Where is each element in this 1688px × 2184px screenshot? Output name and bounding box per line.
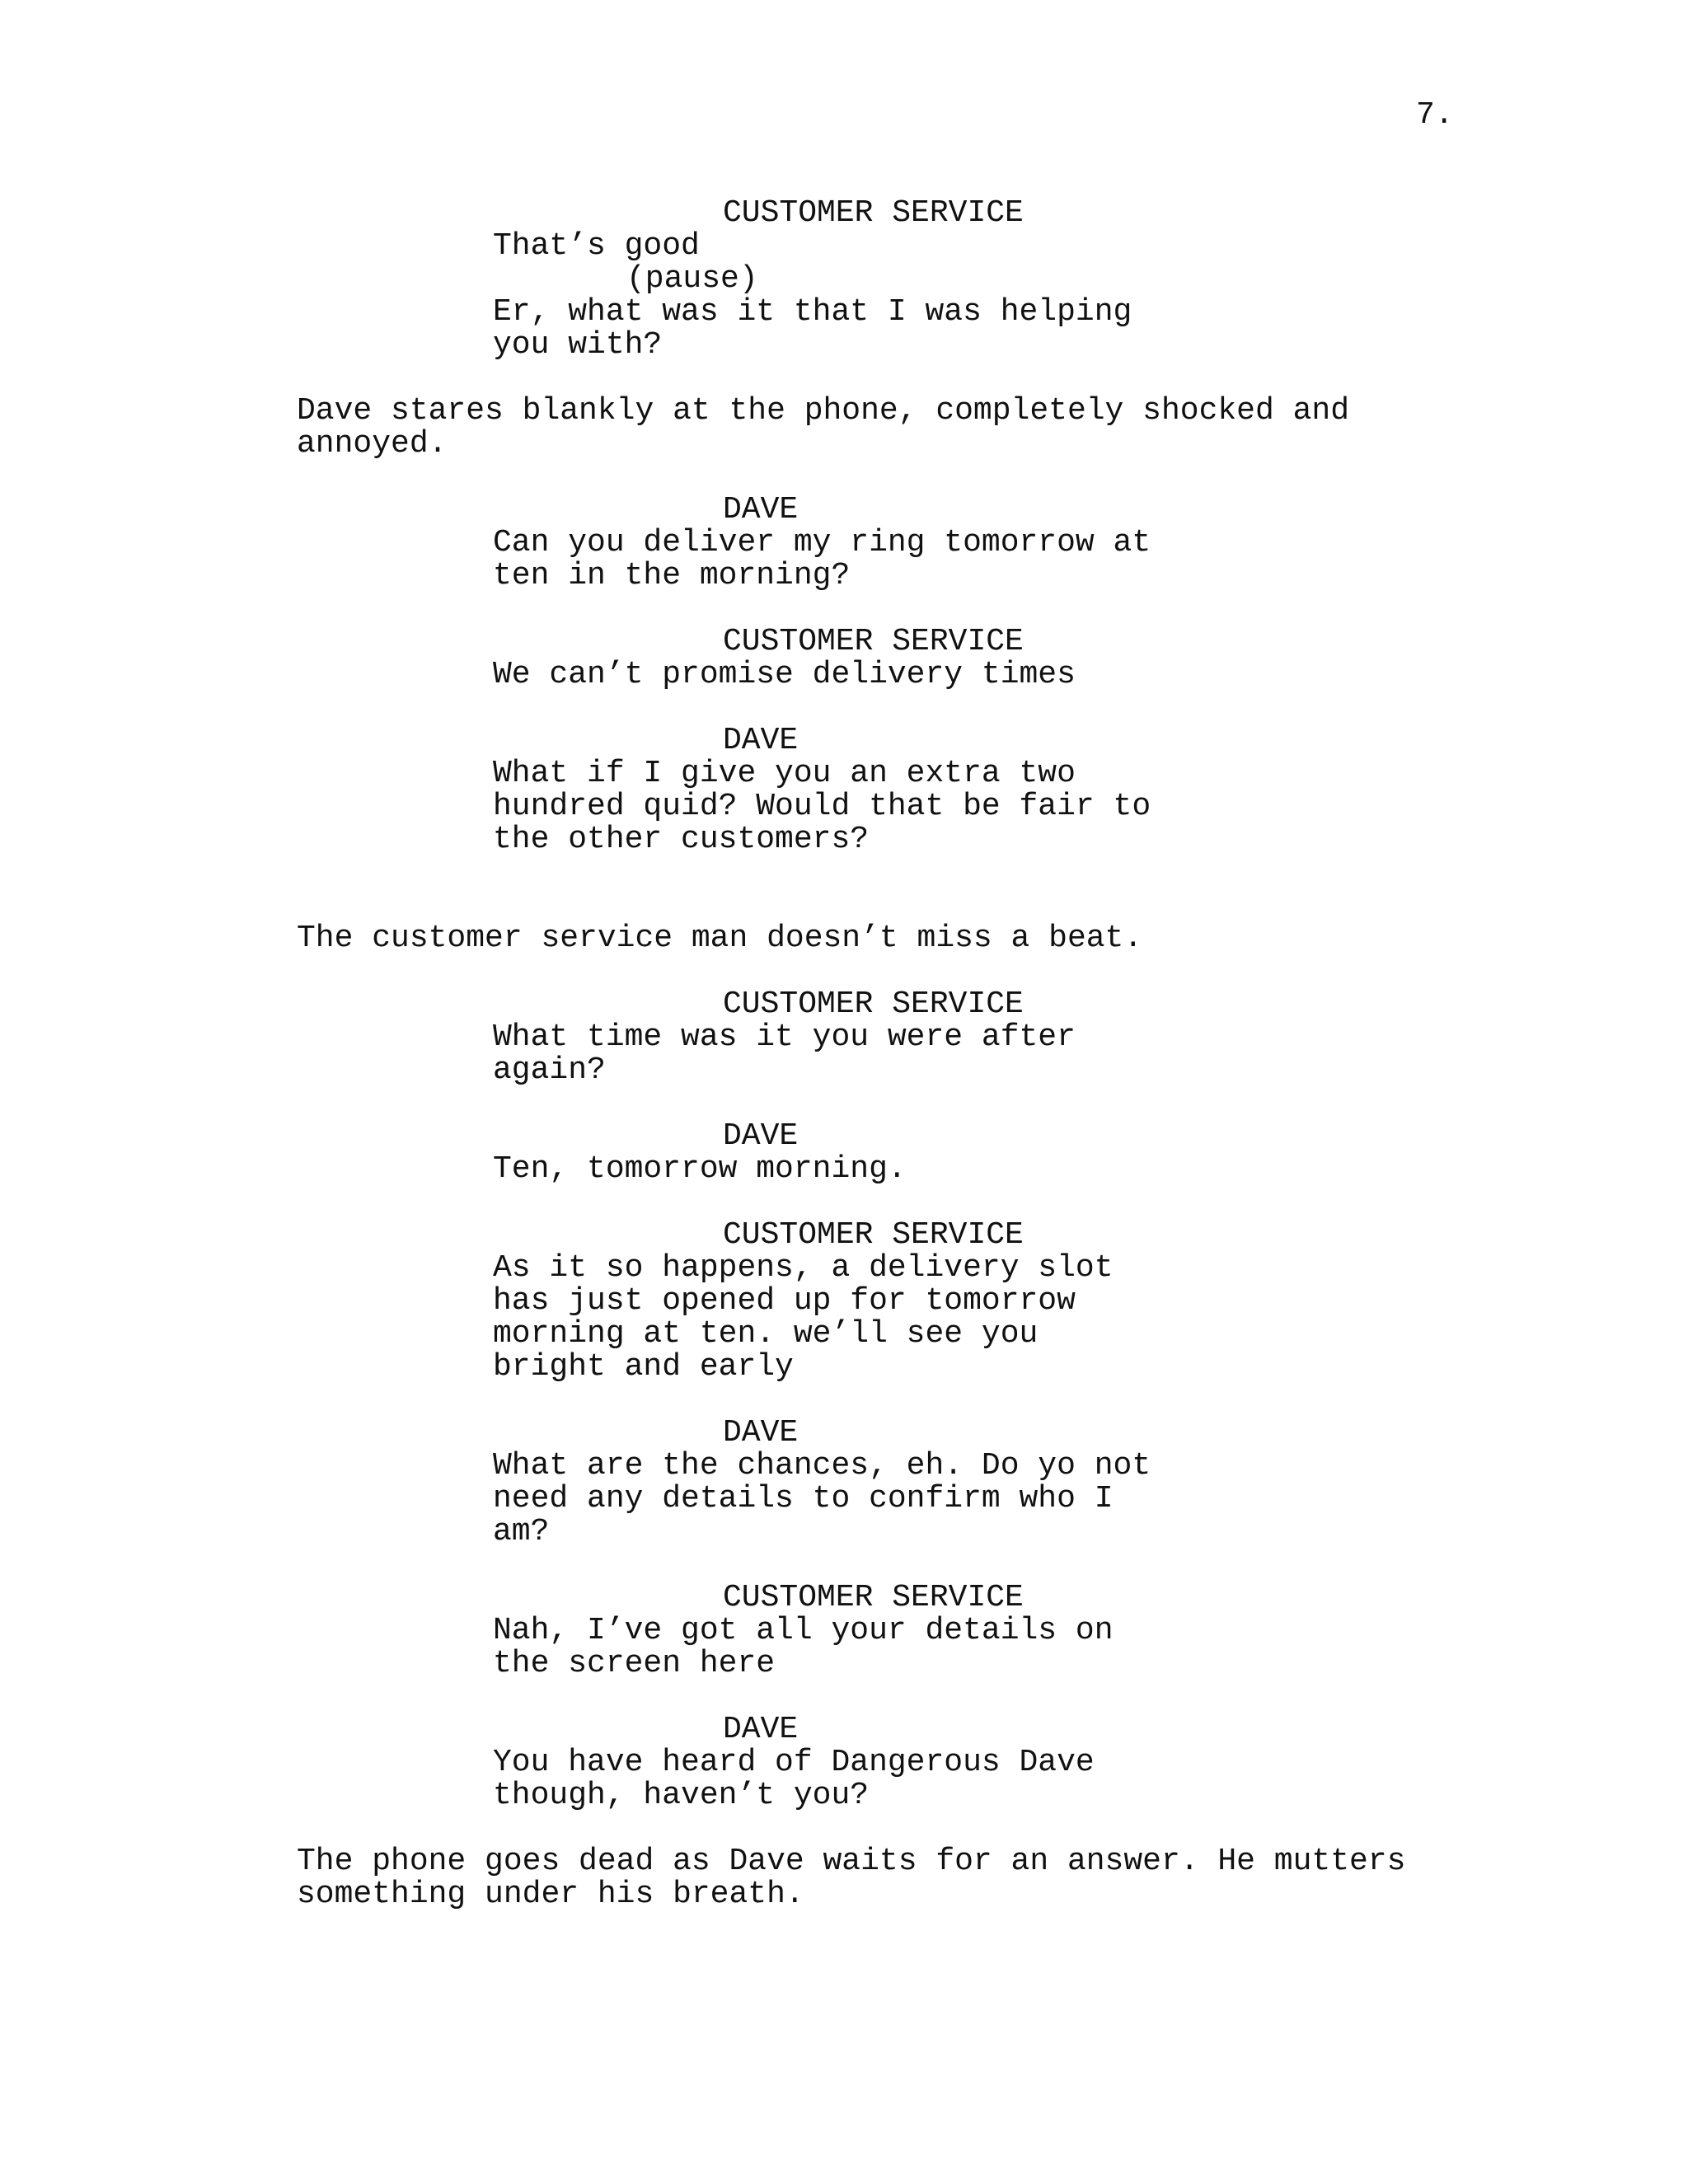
character-name: CUSTOMER SERVICE bbox=[723, 987, 1024, 1022]
dialogue-line: What time was it you were after again? bbox=[493, 1019, 1076, 1088]
character-name: CUSTOMER SERVICE bbox=[723, 195, 1024, 231]
action-line: The phone goes dead as Dave waits for an answer. He mutters something under his breath. bbox=[297, 1844, 1406, 1912]
dialogue-line: That’s good bbox=[493, 228, 700, 264]
dialogue-line: Er, what was it that I was helping you with? bbox=[493, 294, 1132, 363]
action-line: Dave stares blankly at the phone, completely shocked and annoyed. bbox=[297, 393, 1350, 462]
action-line: The customer service man doesn’t miss a beat. bbox=[297, 921, 1143, 956]
character-name: DAVE bbox=[723, 1712, 799, 1747]
character-name: CUSTOMER SERVICE bbox=[723, 624, 1024, 659]
parenthetical: (pause) bbox=[626, 261, 758, 297]
dialogue-line: You have heard of Dangerous Dave though, haven’t you? bbox=[493, 1745, 1095, 1813]
dialogue-line: Can you deliver my ring tomorrow at ten in the morning? bbox=[493, 525, 1151, 593]
dialogue-line: What are the chances, eh. Do yo not need any details to confirm who I am? bbox=[493, 1448, 1151, 1549]
page-number: 7. bbox=[1416, 97, 1454, 133]
screenplay-body bbox=[0, 197, 1688, 1911]
character-name: DAVE bbox=[723, 492, 799, 527]
dialogue-line: Nah, I’ve got all your details on the screen here bbox=[493, 1613, 1114, 1681]
character-name: DAVE bbox=[723, 1415, 799, 1451]
character-name: DAVE bbox=[723, 1118, 799, 1154]
character-name: DAVE bbox=[723, 723, 799, 758]
dialogue-line: We can’t promise delivery times bbox=[493, 657, 1076, 692]
dialogue-line: As it so happens, a delivery slot has just opened up for tomorrow morning at ten. we’ll see you bright and early bbox=[493, 1250, 1114, 1385]
dialogue-line: What if I give you an extra two hundred quid? Would that be fair to the other customers? bbox=[493, 756, 1151, 857]
character-name: CUSTOMER SERVICE bbox=[723, 1217, 1024, 1253]
dialogue-line: Ten, tomorrow morning. bbox=[493, 1151, 907, 1187]
character-name: CUSTOMER SERVICE bbox=[723, 1580, 1024, 1615]
